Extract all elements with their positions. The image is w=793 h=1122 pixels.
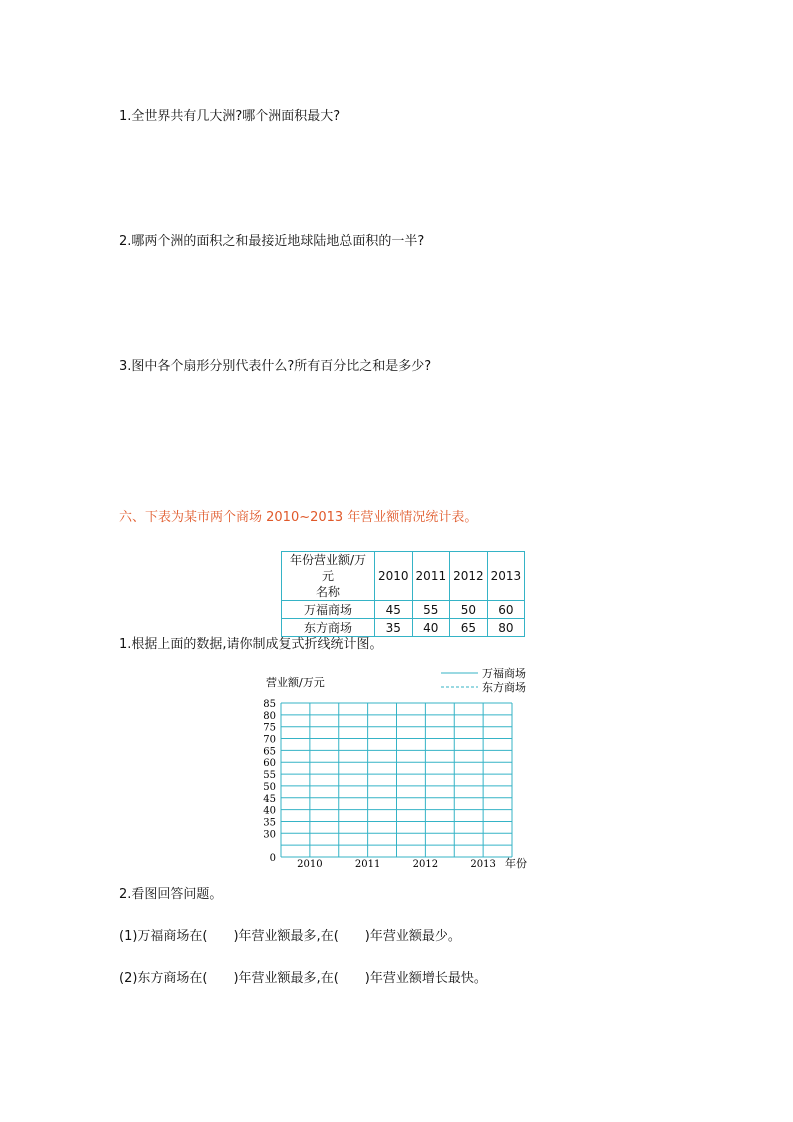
table-cell: 80 [487,619,525,637]
y-tick-label: 35 [263,817,276,829]
table-cell: 35 [375,619,413,637]
y-tick-label: 30 [263,829,276,841]
y-tick-label: 70 [263,734,276,746]
y-tick-label: 45 [263,793,276,805]
table-cell: 45 [375,601,413,619]
question-half-area: 2.哪两个洲的面积之和最接近地球陆地总面积的一半? [119,234,425,249]
table-row [282,619,525,637]
table-header-row [282,552,525,601]
question-continents-count: 1.全世界共有几大洲?哪个洲面积最大? [119,109,341,124]
instruction-make-chart: 1.根据上面的数据,请你制成复式折线统计图。 [119,637,383,652]
sub-question-2: (2)东方商场在( )年营业额最多,在( )年营业额增长最快。 [119,971,487,986]
y-tick-label: 60 [263,758,276,770]
sub-question-1: (1)万福商场在( )年营业额最多,在( )年营业额最少。 [119,929,461,944]
table-cell: 65 [450,619,488,637]
year-header: 2012 [450,552,488,601]
y-tick-label: 75 [263,722,276,734]
table-corner-header [282,552,375,601]
line-chart-grid [258,665,548,875]
legend [441,666,526,694]
y-axis-label: 营业额/万元 [266,676,325,689]
table-cell: 40 [412,619,450,637]
question-sectors: 3.图中各个扇形分别代表什么?所有百分比之和是多少? [119,359,432,374]
table-row [282,601,525,619]
legend-label: 万福商场 [482,667,526,680]
section-six-title: 六、下表为某市两个商场 2010~2013 年营业额情况统计表。 [119,510,478,525]
y-tick-label: 50 [263,781,276,793]
grid [281,703,512,857]
instruction-answer: 2.看图回答问题。 [119,887,223,902]
x-tick-labels [297,859,496,870]
x-tick-label: 2010 [297,859,323,870]
year-header: 2010 [375,552,413,601]
row-name: 东方商场 [282,619,375,637]
table-cell: 50 [450,601,488,619]
year-header: 2011 [412,552,450,601]
x-tick-label: 2013 [470,859,496,870]
y-tick-labels [263,699,276,864]
table-cell: 55 [412,601,450,619]
header-line-1: 年份营业额/万元 [289,553,367,583]
y-tick-label: 80 [263,710,276,722]
x-axis-label: 年份 [505,857,527,870]
sales-table [281,551,525,637]
y-tick-label: 85 [263,699,276,710]
x-tick-label: 2011 [354,859,381,870]
y-tick-label: 40 [263,805,276,817]
table-cell: 60 [487,601,525,619]
y-tick-label: 55 [263,770,276,782]
x-tick-label: 2012 [412,859,439,870]
header-line-2: 名称 [315,585,340,599]
row-name: 万福商场 [282,601,375,619]
y-tick-label: 0 [269,853,276,864]
year-header: 2013 [487,552,525,601]
legend-label: 东方商场 [482,681,526,694]
y-tick-label: 65 [263,746,276,758]
